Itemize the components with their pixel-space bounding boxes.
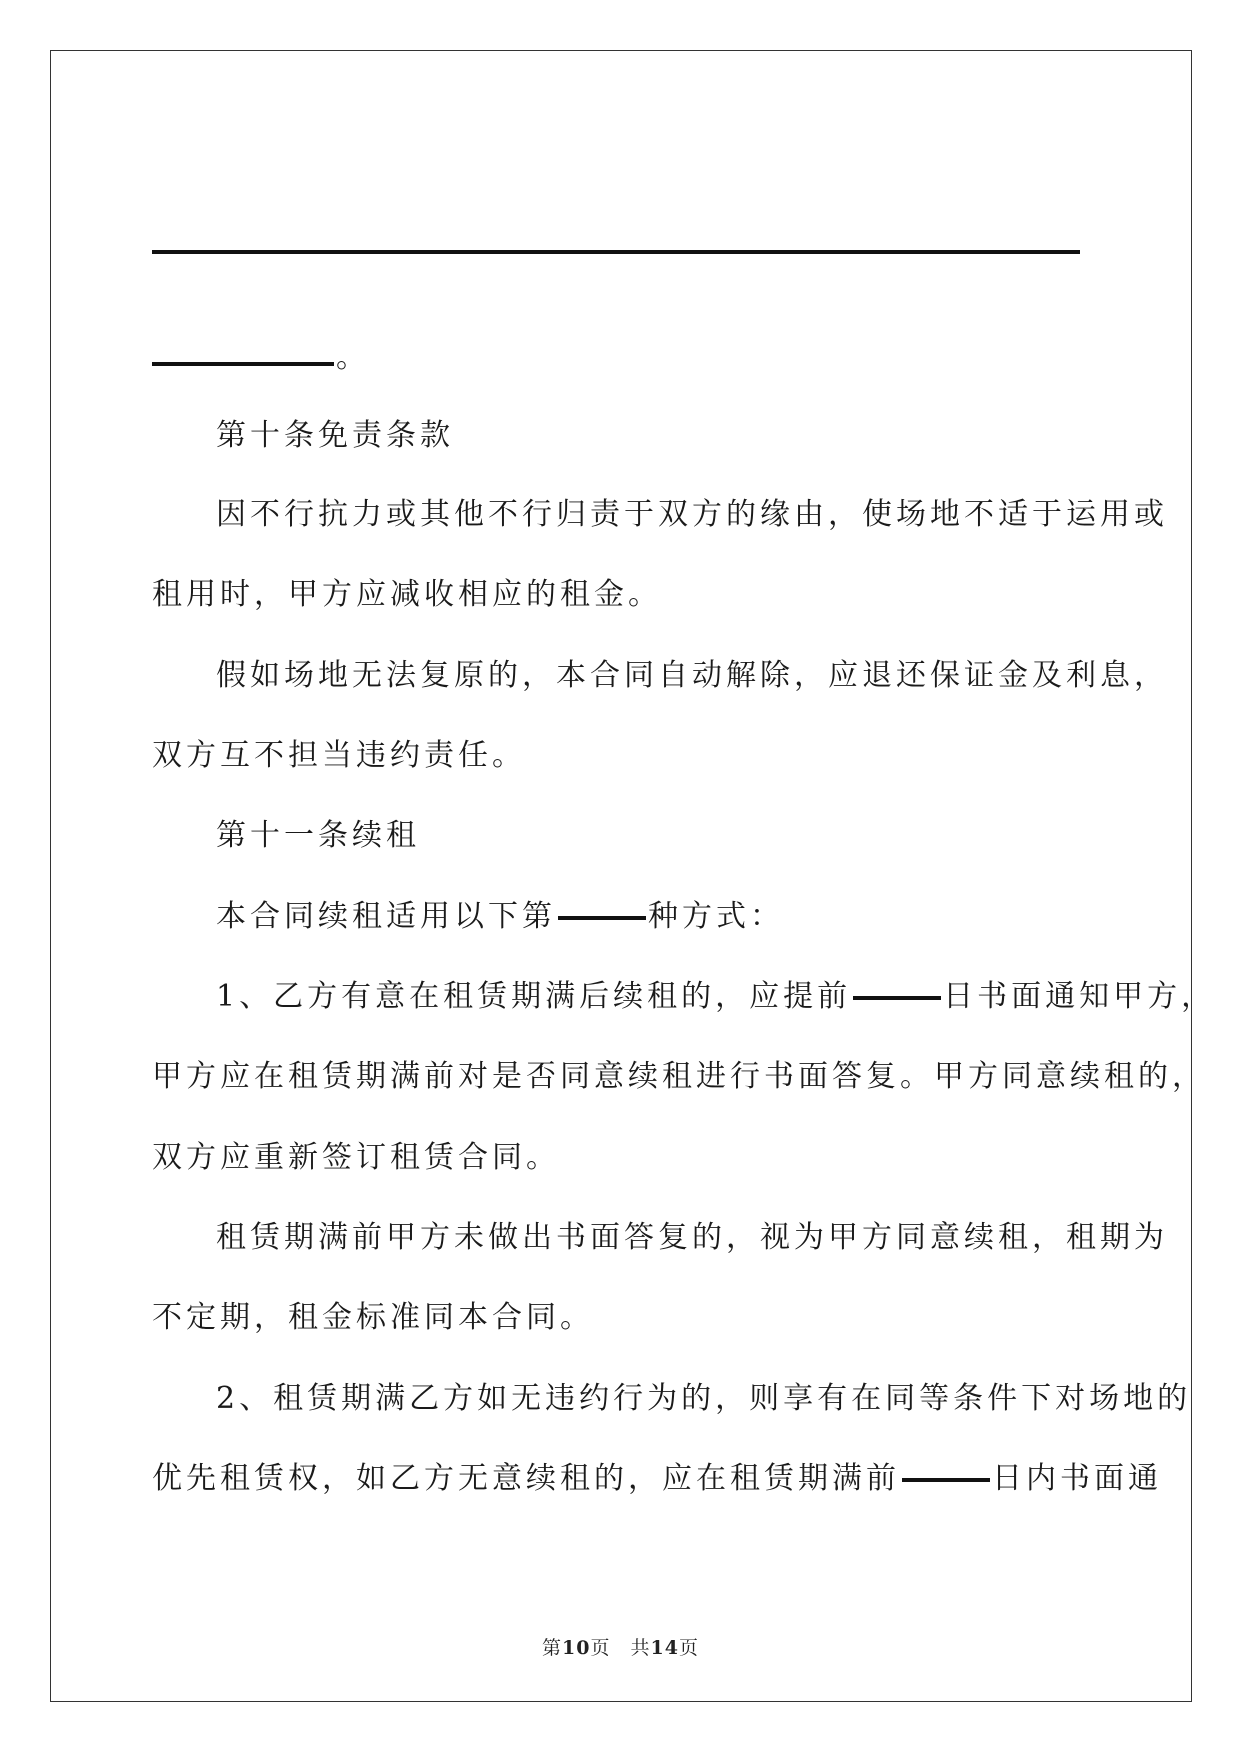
blank-fill-rule-short (152, 362, 334, 366)
paragraph-line: 2、租赁期满乙方如无违约行为的，则享有在同等条件下对场地的 (216, 1381, 1192, 1416)
blank-fill-rule (152, 250, 1080, 254)
article-10-heading: 第十条免责条款 (216, 418, 454, 453)
paragraph-line: 租赁期满前甲方未做出书面答复的，视为甲方同意续租，租期为 (216, 1220, 1168, 1255)
blank-field (853, 996, 941, 1000)
paragraph-line: 本合同续租适用以下第 种方式： (216, 899, 784, 934)
paragraph-line: 1、乙方有意在租赁期满后续租的，应提前 日书面通知甲方， (216, 979, 1216, 1014)
paragraph-line: 因不行抗力或其他不行归责于双方的缘由，使场地不适于运用或 (216, 497, 1168, 532)
total-page-number: 14 (650, 1637, 679, 1659)
paragraph-line: 不定期，租金标准同本合同。 (152, 1300, 594, 1335)
blank-field (902, 1478, 990, 1482)
page-frame (50, 50, 1192, 1702)
paragraph-line: 双方互不担当违约责任。 (152, 738, 526, 773)
blank-field (558, 916, 646, 920)
end-mark: 。 (336, 340, 370, 375)
current-page-number: 10 (562, 1637, 591, 1659)
paragraph-line: 甲方应在租赁期满前对是否同意续租进行书面答复。甲方同意续租的， (152, 1059, 1206, 1094)
paragraph-line: 双方应重新签订租赁合同。 (152, 1140, 560, 1175)
paragraph-line: 假如场地无法复原的，本合同自动解除，应退还保证金及利息， (216, 658, 1168, 693)
page-footer: 第10页 共14页 (542, 1637, 699, 1659)
paragraph-line: 租用时，甲方应减收相应的租金。 (152, 577, 662, 612)
paragraph-line: 优先租赁权，如乙方无意续租的，应在租赁期满前 日内书面通 (152, 1461, 1162, 1496)
article-11-heading: 第十一条续租 (216, 818, 420, 853)
